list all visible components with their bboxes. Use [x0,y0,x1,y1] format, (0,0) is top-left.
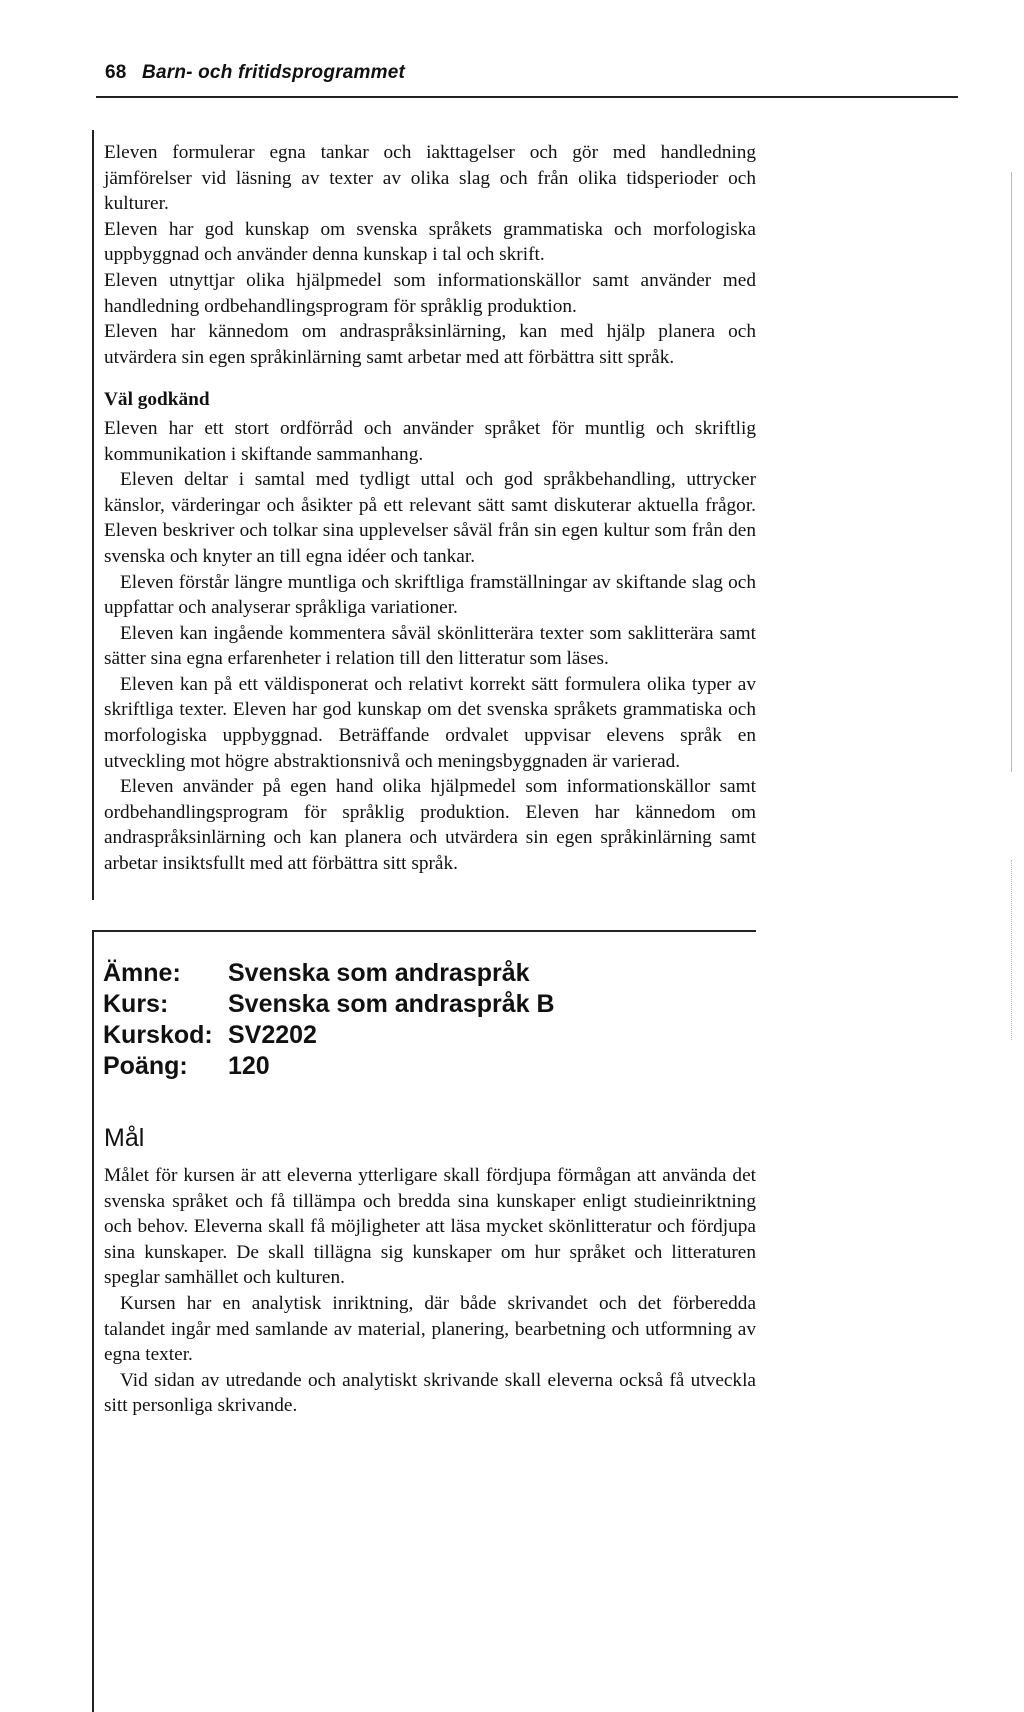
course-info [103,958,555,1082]
points-row [103,1051,555,1082]
running-title: Barn- och fritidsprogrammet [142,62,406,83]
course-row [103,989,555,1020]
course-code-row [103,1020,555,1051]
subject-row [103,958,555,989]
paragraph: Eleven har god kunskap om svenska språkets grammatiska och morfologiska uppbyggnad och använder denna kunskap i tal och skrift. [104,218,756,266]
paragraph: Eleven kan på ett väldisponerat och relativt korrekt sätt formulera olika typer av skriftliga texter. Eleven har god kunskap om det svenska språkets grammatiska och morfologiska uppbyggnad. Beträffande ordvalet uppvisar elevens språk en utveckling mot högre abstraktionsnivå och meningsbyggnaden är varierad. [104,673,756,772]
paragraph: Vid sidan av utredande och analytiskt skrivande skall eleverna också få utveckla sitt personliga skrivande. [104,1369,756,1417]
paragraph: Eleven kan ingående kommentera såväl skönlitterära texter som saklitterära samt sätter sina egna erfarenheter i relation till den litteratur som läses. [104,622,756,670]
paragraph: Eleven har ett stort ordförråd och använder språket för muntlig och skriftlig kommunikation i skiftande sammanhang. [104,417,756,465]
section-subheading: Väl godkänd [104,389,210,411]
page-header [105,62,405,84]
page-number: 68 [105,62,127,83]
points-label: Poäng: [103,1052,188,1080]
course-label: Kurs: [103,990,169,1018]
goals-heading: Mål [104,1124,145,1152]
paragraph: Eleven formulerar egna tankar och iakttagelser och gör med handledning jämförelser vid läsning av texter av olika slag och från olika tidsperioder och kulturer. [104,142,756,215]
paragraph: Kursen har en analytisk inriktning, där både skrivandet och det förberedda talandet ingår med samlande av material, planering, bearbetning och utformning av egna texter. [104,1292,756,1366]
paragraph: Eleven har kännedom om andraspråksinlärning, kan med hjälp planera och utvärdera sin egen språkinlärning samt arbetar med att förbättra sitt språk. [104,321,756,368]
course-code-label: Kurskod: [103,1021,213,1049]
header-rule [96,96,958,98]
subject-label: Ämne: [103,959,181,987]
subject-value: Svenska som andraspråk [228,959,530,987]
margin-bar [92,130,94,900]
course-code-value: SV2202 [228,1021,317,1049]
section-divider [92,930,756,932]
margin-bar [92,932,94,1712]
paragraph: Målet för kursen är att eleverna ytterligare skall fördjupa förmågan att använda det svenska språket och få tillämpa och bredda sina kunskaper enligt studieinriktning och behov. Eleverna skall få möjligheter att läsa mycket skönlitteratur och fördjupa sina kunskaper. De skall tillägna sig kunskaper om hur språket och litteraturen speglar samhället och kulturen. [104,1165,756,1289]
paragraph: Eleven förstår längre muntliga och skriftliga framställningar av skiftande slag och uppfattar och analyserar språkliga variationer. [104,571,756,619]
paragraph: Eleven använder på egen hand olika hjälpmedel som informationskällor samt ordbehandlingsprogram för språklig produktion. Eleven har kännedom om andraspråksinlärning och kan planera och utvärdera sin egen språkinlärning samt arbetar insiktsfullt med att förbättra sitt språk. [104,776,756,875]
points-value: 120 [228,1052,270,1080]
goals-section [104,1163,756,1419]
scan-edge-line [1011,172,1012,772]
grading-criteria-section [104,140,756,877]
course-value: Svenska som andraspråk B [228,990,555,1018]
paragraph: Eleven utnyttjar olika hjälpmedel som informationskällor samt använder med handledning ordbehandlingsprogram för språklig produktion. [104,269,756,317]
scan-edge-line [1011,860,1012,1040]
paragraph: Eleven deltar i samtal med tydligt uttal och god språkbehandling, uttrycker känslor, värderingar och åsikter på ett relevant sätt samt diskuterar aktuella frågor. Eleven beskriver och tolkar sina upplevelser såväl från sin egen kultur som från den svenska och knyter an till egna idéer och tankar. [104,469,756,567]
